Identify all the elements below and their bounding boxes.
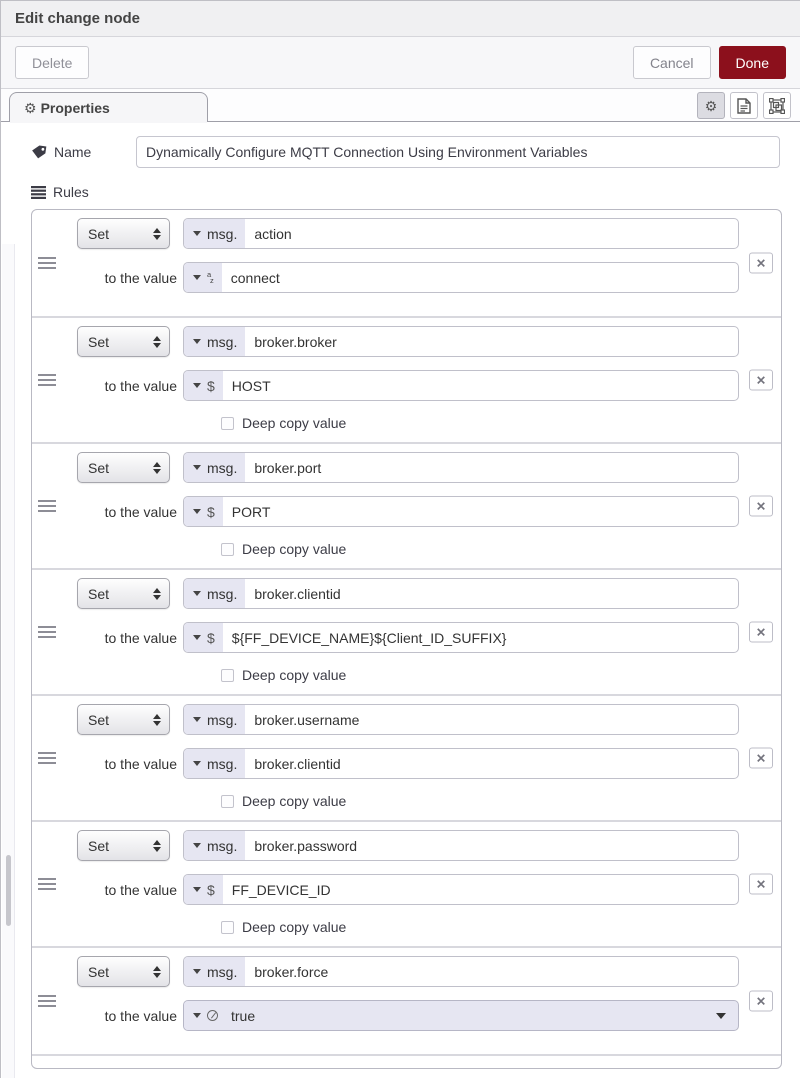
properties-view-button[interactable] — [697, 92, 725, 119]
deep-copy-checkbox[interactable] — [221, 795, 234, 808]
deep-copy-row — [221, 666, 739, 684]
chevron-down-icon — [193, 275, 201, 280]
delete-rule-button[interactable]: ✕ — [749, 748, 773, 769]
property-type-button[interactable] — [184, 219, 245, 248]
properties-panel — [1, 122, 800, 1078]
rule-row — [32, 318, 781, 444]
drag-handle[interactable] — [38, 992, 56, 1010]
deep-copy-label: Deep copy value — [242, 667, 347, 683]
msg-prefix-label: msg. — [207, 333, 238, 350]
to-the-value-label: to the value — [104, 503, 177, 520]
chevron-down-icon — [193, 887, 201, 892]
rule-property-input[interactable] — [183, 218, 739, 249]
env-var-type-icon: $ — [207, 629, 215, 646]
rule-action-select[interactable] — [77, 452, 170, 483]
tag-icon — [31, 145, 47, 160]
chevron-down-icon — [193, 465, 201, 470]
env-var-type-icon: $ — [207, 503, 215, 520]
delete-rule-button[interactable]: ✕ — [749, 370, 773, 391]
deep-copy-label: Deep copy value — [242, 793, 347, 809]
rule-value-text: ${FF_DEVICE_NAME}${Client_ID_SUFFIX} — [231, 629, 507, 646]
rule-action-select[interactable] — [77, 704, 170, 735]
rule-value-row — [77, 496, 739, 527]
dialog-toolbar — [1, 37, 800, 89]
msg-prefix-label: msg. — [207, 225, 238, 242]
deep-copy-checkbox[interactable] — [221, 669, 234, 682]
deep-copy-row — [221, 792, 739, 810]
rule-action-select[interactable] — [77, 218, 170, 249]
list-icon — [31, 186, 46, 199]
rule-action-select[interactable] — [77, 830, 170, 861]
rule-property-value: broker.port — [254, 459, 322, 476]
value-type-button[interactable] — [184, 875, 223, 904]
rule-action-label: Set — [88, 837, 110, 854]
rule-action-select[interactable] — [77, 578, 170, 609]
rule-property-row — [77, 956, 739, 987]
select-arrows-icon — [153, 228, 161, 240]
chevron-down-icon — [193, 635, 201, 640]
scrollbar-track[interactable] — [2, 244, 15, 1078]
rules-list — [32, 210, 781, 1056]
tab-properties[interactable] — [9, 92, 208, 122]
value-type-button[interactable] — [184, 371, 223, 400]
msg-prefix-label: msg. — [207, 459, 238, 476]
to-the-value-label: to the value — [104, 269, 177, 286]
rule-property-input[interactable] — [183, 578, 739, 609]
rule-value-input[interactable] — [183, 1000, 739, 1031]
rules-label: Rules — [53, 184, 89, 200]
msg-prefix-label: msg. — [207, 585, 238, 602]
rule-action-select[interactable] — [77, 326, 170, 357]
deep-copy-label: Deep copy value — [242, 541, 347, 557]
string-type-icon: a z — [207, 270, 214, 285]
gear-icon: ⚙ — [704, 97, 718, 114]
chevron-down-icon — [193, 339, 201, 344]
chevron-down-icon — [193, 717, 201, 722]
rule-property-row — [77, 578, 739, 609]
rule-value-row — [77, 748, 739, 779]
delete-rule-button[interactable]: ✕ — [749, 991, 773, 1012]
rule-value-text: true — [231, 1007, 256, 1024]
delete-rule-button[interactable]: ✕ — [749, 253, 773, 274]
rule-property-value: broker.username — [254, 711, 360, 728]
rule-row — [32, 570, 781, 696]
rules-container — [31, 209, 782, 1069]
rule-property-row — [77, 452, 739, 483]
rule-property-row — [77, 704, 739, 735]
delete-rule-button[interactable]: ✕ — [749, 622, 773, 643]
rule-value-input[interactable] — [183, 370, 739, 401]
deep-copy-label: Deep copy value — [242, 919, 347, 935]
value-type-button[interactable] — [184, 623, 223, 652]
description-view-button[interactable] — [730, 92, 758, 119]
rule-value-input[interactable] — [183, 496, 739, 527]
chevron-down-icon — [193, 843, 201, 848]
delete-button[interactable]: Delete — [15, 46, 89, 79]
rule-value-input[interactable] — [183, 622, 739, 653]
deep-copy-row — [221, 540, 739, 558]
chevron-down-icon — [193, 591, 201, 596]
rule-row — [32, 696, 781, 822]
rule-property-input[interactable] — [183, 704, 739, 735]
rule-property-value: broker.password — [254, 837, 358, 854]
value-type-button[interactable] — [184, 497, 223, 526]
deep-copy-checkbox[interactable] — [221, 921, 234, 934]
property-type-button[interactable] — [184, 705, 245, 734]
env-var-type-icon: $ — [207, 377, 215, 394]
rule-property-input[interactable] — [183, 830, 739, 861]
property-type-button[interactable] — [184, 957, 245, 986]
name-label-wrap — [31, 144, 136, 160]
select-arrows-icon — [153, 336, 161, 348]
rule-property-input[interactable] — [183, 452, 739, 483]
delete-rule-button[interactable]: ✕ — [749, 874, 773, 895]
delete-rule-button[interactable]: ✕ — [749, 496, 773, 517]
rule-property-row — [77, 830, 739, 861]
deep-copy-row — [221, 414, 739, 432]
rule-property-row — [77, 326, 739, 357]
to-the-value-label: to the value — [104, 1007, 177, 1024]
to-the-value-label: to the value — [104, 629, 177, 646]
chevron-down-icon — [193, 383, 201, 388]
drag-handle[interactable] — [38, 623, 56, 641]
property-type-button[interactable] — [184, 327, 245, 356]
scrollbar-thumb[interactable] — [6, 855, 11, 926]
rule-value-text: broker.clientid — [254, 755, 341, 772]
rule-row — [32, 822, 781, 948]
rule-value-row — [77, 622, 739, 653]
done-button[interactable]: Done — [719, 46, 786, 79]
rule-value-row — [77, 1000, 739, 1031]
msg-prefix-label: msg. — [207, 755, 238, 772]
value-type-button[interactable] — [184, 1001, 222, 1030]
tab-buttons — [697, 92, 800, 122]
rule-action-label: Set — [88, 333, 110, 350]
drag-handle[interactable] — [38, 254, 56, 272]
select-arrows-icon — [153, 588, 161, 600]
deep-copy-label: Deep copy value — [242, 415, 347, 431]
rule-row — [32, 444, 781, 570]
tab-properties-label: Properties — [40, 99, 110, 116]
deep-copy-checkbox[interactable] — [221, 417, 234, 430]
rule-property-value: broker.clientid — [254, 585, 341, 602]
property-type-button[interactable] — [184, 579, 245, 608]
select-arrows-icon — [153, 714, 161, 726]
gear-icon: ⚙ — [24, 99, 37, 116]
deep-copy-row — [221, 918, 739, 936]
msg-prefix-label: msg. — [207, 963, 238, 980]
to-the-value-label: to the value — [104, 377, 177, 394]
rule-property-row — [77, 218, 739, 249]
name-label: Name — [54, 144, 92, 160]
dialog-header — [1, 1, 800, 37]
property-type-button[interactable] — [184, 453, 245, 482]
rule-value-input[interactable] — [183, 262, 739, 293]
rule-row — [32, 948, 781, 1056]
rule-value-text: PORT — [231, 503, 271, 520]
rule-property-value: broker.broker — [254, 333, 337, 350]
rule-value-row — [77, 874, 739, 905]
to-the-value-label: to the value — [104, 755, 177, 772]
rule-row — [32, 210, 781, 318]
chevron-down-icon — [193, 969, 201, 974]
rule-property-value: broker.force — [254, 963, 329, 980]
drag-handle[interactable] — [38, 497, 56, 515]
editor-tab-strip — [1, 89, 800, 122]
select-arrows-icon — [153, 840, 161, 852]
rule-property-input[interactable] — [183, 956, 739, 987]
rule-value-text: connect — [230, 269, 280, 286]
drag-handle[interactable] — [38, 875, 56, 893]
rule-value-input[interactable] — [183, 748, 739, 779]
name-row — [31, 136, 782, 168]
rule-value-text: HOST — [231, 377, 271, 394]
rules-header — [31, 181, 782, 203]
to-the-value-label: to the value — [104, 881, 177, 898]
cancel-button[interactable]: Cancel — [633, 46, 711, 79]
value-type-button[interactable] — [184, 263, 222, 292]
deep-copy-checkbox[interactable] — [221, 543, 234, 556]
rule-value-row — [77, 262, 739, 293]
dialog-title: Edit change node — [15, 10, 141, 27]
rule-action-label: Set — [88, 963, 110, 980]
chevron-down-icon — [193, 509, 201, 514]
msg-prefix-label: msg. — [207, 837, 238, 854]
rule-action-select[interactable] — [77, 956, 170, 987]
drag-handle[interactable] — [38, 749, 56, 767]
rule-action-label: Set — [88, 585, 110, 602]
rule-property-input[interactable] — [183, 326, 739, 357]
select-arrows-icon — [153, 966, 161, 978]
property-type-button[interactable] — [184, 831, 245, 860]
drag-handle[interactable] — [38, 371, 56, 389]
select-arrows-icon — [153, 462, 161, 474]
rule-action-label: Set — [88, 459, 110, 476]
rule-value-text: FF_DEVICE_ID — [231, 881, 331, 898]
appearance-icon — [769, 98, 785, 114]
rule-value-row — [77, 370, 739, 401]
rule-action-label: Set — [88, 225, 110, 242]
boolean-type-icon — [207, 1010, 218, 1021]
value-type-button[interactable] — [184, 749, 245, 778]
rule-action-label: Set — [88, 711, 110, 728]
chevron-down-icon — [193, 761, 201, 766]
appearance-view-button[interactable] — [763, 92, 791, 119]
env-var-type-icon: $ — [207, 881, 215, 898]
chevron-down-icon — [193, 1013, 201, 1018]
description-icon — [737, 98, 751, 114]
chevron-down-icon — [193, 231, 201, 236]
rule-value-input[interactable] — [183, 874, 739, 905]
chevron-down-icon — [716, 1013, 726, 1019]
rule-property-value: action — [254, 225, 292, 242]
msg-prefix-label: msg. — [207, 711, 238, 728]
name-input[interactable] — [136, 136, 780, 168]
